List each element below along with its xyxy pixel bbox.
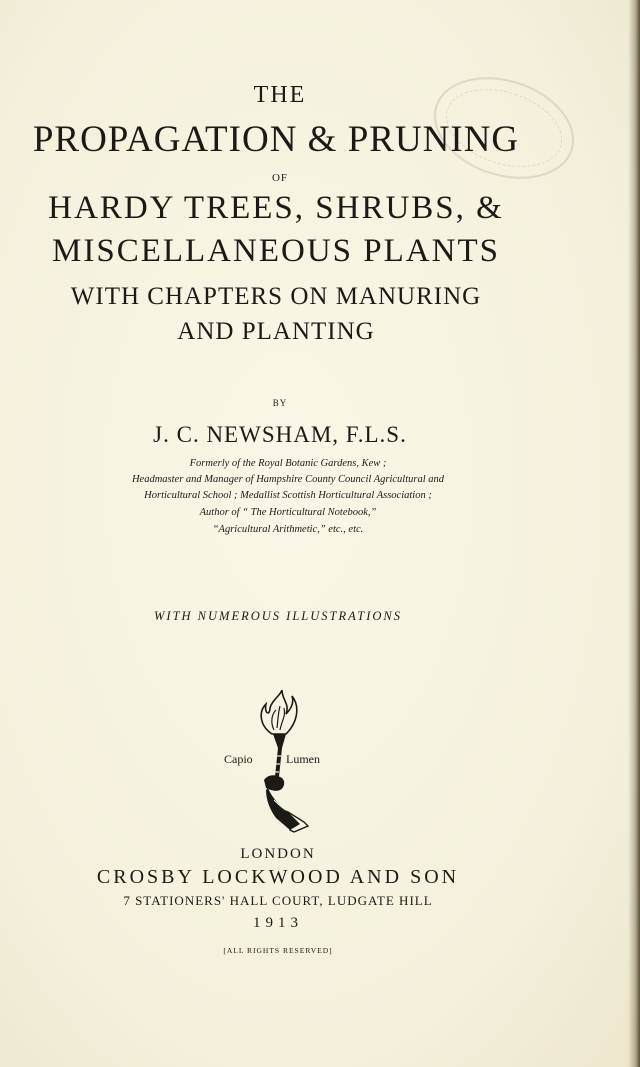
author-credential: Author of “ The Horticultural Notebook,” xyxy=(199,507,377,518)
author-credential: Headmaster and Manager of Hampshire County Council Agricultural and xyxy=(131,474,445,485)
page-edge-shadow xyxy=(628,0,640,1067)
publisher-emblem xyxy=(220,690,330,838)
author-credential: Formerly of the Royal Botanic Gardens, Kew ; xyxy=(189,458,387,469)
imprint-address: 7 STATIONERS' HALL COURT, LUDGATE HILL xyxy=(123,893,433,908)
emblem-motto-right: Lumen xyxy=(286,752,320,766)
title-of: OF xyxy=(271,172,289,184)
subtitle-manuring: WITH CHAPTERS ON MANURING xyxy=(70,283,482,310)
imprint-publisher: CROSBY LOCKWOOD AND SON xyxy=(96,866,460,888)
author-name: J. C. NEWSHAM, F.L.S. xyxy=(153,422,407,447)
title-propagation: PROPAGATION & PRUNING xyxy=(32,119,520,160)
author-credential: “Agricultural Arithmetic,” etc., etc. xyxy=(212,524,364,535)
title-miscellaneous: MISCELLANEOUS PLANTS xyxy=(52,233,500,269)
imprint-rights: [ALL RIGHTS RESERVED] xyxy=(223,946,333,955)
title-hardy: HARDY TREES, SHRUBS, & xyxy=(48,190,504,226)
emblem-motto-left: Capio xyxy=(224,752,253,766)
author-credential: Horticultural School ; Medallist Scottish Horticultural Association ; xyxy=(144,490,432,501)
by-label: BY xyxy=(272,398,288,408)
subtitle-planting: AND PLANTING xyxy=(177,318,375,345)
illustrations-note: WITH NUMEROUS ILLUSTRATIONS xyxy=(154,609,402,623)
title-the: THE xyxy=(253,82,307,108)
imprint-year: 1913 xyxy=(253,915,303,931)
imprint-city: LONDON xyxy=(240,846,316,862)
